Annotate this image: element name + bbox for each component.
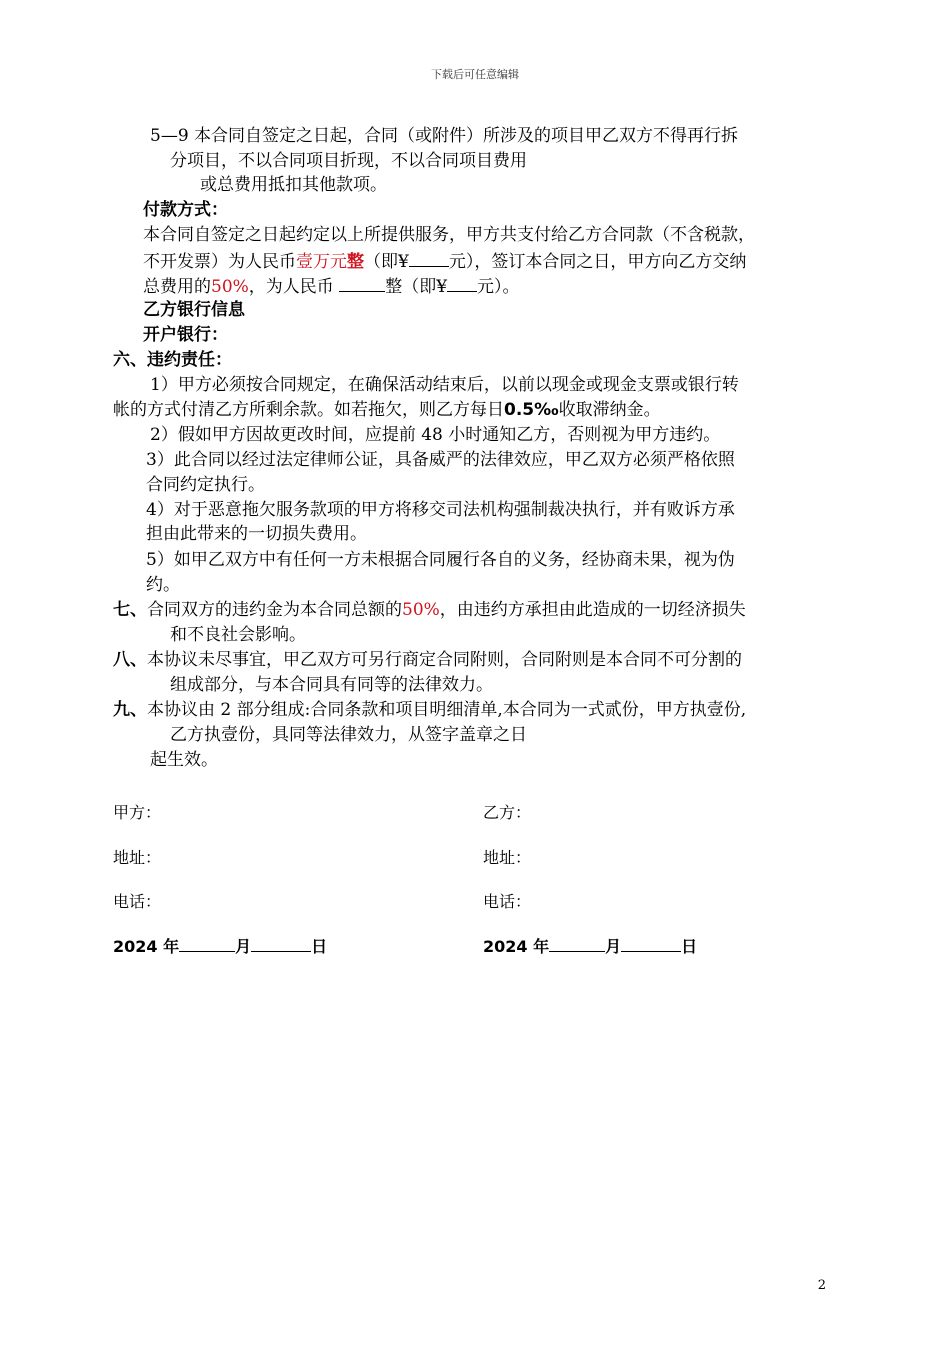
section6-item1-line1: 1）甲方必须按合同规定，在确保活动结束后，以前以现金或现金支票或银行转 — [150, 375, 739, 395]
party-a-address-label: 地址： — [113, 848, 162, 867]
party-b-date-day: 日 — [681, 937, 698, 956]
payment-amount-suffix: 整 — [347, 252, 364, 272]
party-a-date — [113, 933, 327, 957]
section6-item1-line2 — [113, 398, 661, 422]
section9-line1 — [113, 698, 746, 722]
section7-line1-a: 合同双方的违约金为本合同总额的 — [147, 600, 402, 620]
section9-line1-text: 本协议由 2 部分组成:合同条款和项目明细清单,本合同为一式贰份，甲方执壹份, — [147, 700, 747, 720]
payment-line2-a: 不开发票）为人民币 — [143, 252, 296, 272]
party-a-date-day: 日 — [311, 937, 328, 956]
payment-line2 — [143, 248, 746, 274]
section6-item3-line1: 3）此合同以经过法定律师公证，具备威严的法律效应，甲乙双方必须严格依照 — [146, 450, 735, 470]
payment-line3-b: ，为人民币 — [248, 277, 334, 297]
section6-item4-line1: 4）对于恶意拖欠服务款项的甲方将移交司法机构强制裁决执行，并有败诉方承 — [146, 500, 735, 520]
payment-heading: 付款方式： — [143, 200, 228, 220]
party-b-day-blank[interactable] — [621, 933, 681, 952]
section6-item5-line1: 5）如甲乙双方中有任何一方未根据合同履行各自的义务，经协商未果，视为伪 — [146, 550, 735, 570]
section7-label: 七、 — [113, 600, 147, 620]
clause-5-9-line3: 或总费用抵扣其他款项。 — [200, 175, 387, 195]
party-b-month-blank[interactable] — [549, 933, 605, 952]
payment-line2-b: （即¥ — [364, 252, 409, 272]
party-b-date-month: 月 — [605, 937, 622, 956]
clause-5-9-line1: 5—9 本合同自签定之日起，合同（或附件）所涉及的项目甲乙双方不得再行拆 — [150, 126, 739, 146]
section6-item4-line2: 担由此带来的一切损失费用。 — [146, 524, 367, 544]
section8-line2: 组成部分，与本合同具有同等的法律效力。 — [170, 675, 493, 695]
section7-line1 — [113, 598, 746, 622]
payment-line1: 本合同自签定之日起约定以上所提供服务，甲方共支付给乙方合同款（不含税款， — [143, 225, 755, 245]
party-b-phone-label: 电话： — [483, 892, 532, 911]
late-fee-rate: 0.5‰ — [504, 400, 559, 420]
page-number: 2 — [817, 1278, 826, 1293]
page-header: 下载后可任意编辑 — [431, 68, 519, 81]
section8-label: 八、 — [113, 650, 147, 670]
section8-line1-text: 本协议未尽事宜，甲乙双方可另行商定合同附则，合同附则是本合同不可分割的 — [147, 650, 742, 670]
party-a-month-blank[interactable] — [179, 933, 235, 952]
party-a-day-blank[interactable] — [251, 933, 311, 952]
party-a-date-year: 2024 年 — [113, 937, 180, 956]
section6-heading: 六、违约责任： — [113, 350, 232, 370]
payment-amount-blank[interactable] — [409, 248, 449, 267]
payment-deposit-blank[interactable] — [339, 273, 385, 292]
party-a-label: 甲方： — [113, 803, 162, 822]
section7-line1-b: ，由违约方承担由此造成的一切经济损失 — [439, 600, 746, 620]
party-a-date-month: 月 — [235, 937, 252, 956]
section9-line3: 起生效。 — [150, 750, 218, 770]
section6-item1-line2-a: 帐的方式付清乙方所剩余款。如若拖欠，则乙方每日 — [113, 400, 504, 420]
payment-line3-c: 整（即¥ — [385, 277, 448, 297]
section7-line2: 和不良社会影响。 — [170, 625, 306, 645]
payment-deposit-number-blank[interactable] — [447, 273, 477, 292]
section6-item3-line2: 合同约定执行。 — [146, 475, 265, 495]
section6-item2: 2）假如甲方因故更改时间，应提前 48 小时通知乙方，否则视为甲方违约。 — [150, 425, 721, 445]
party-b-label: 乙方： — [483, 803, 532, 822]
section9-label: 九、 — [113, 700, 147, 720]
section6-item1-line2-b: 收取滞纳金。 — [558, 400, 661, 420]
payment-line2-c: 元），签订本合同之日，甲方向乙方交纳 — [448, 252, 747, 272]
party-a-phone-label: 电话： — [113, 892, 162, 911]
clause-5-9-line2: 分项目，不以合同项目折现，不以合同项目费用 — [170, 151, 527, 171]
payment-line3 — [143, 273, 520, 299]
bank-info-heading: 乙方银行信息 — [143, 300, 245, 320]
payment-amount-text: 壹万元 — [296, 252, 347, 272]
bank-label: 开户银行： — [143, 325, 228, 345]
section8-line1 — [113, 648, 742, 672]
party-b-address-label: 地址： — [483, 848, 532, 867]
section6-item5-line2: 约。 — [146, 575, 180, 595]
section9-line2: 乙方执壹份，具同等法律效力，从签字盖章之日 — [170, 725, 527, 745]
penalty-percent: 50% — [402, 600, 440, 620]
party-b-date-year: 2024 年 — [483, 937, 550, 956]
payment-line3-d: 元）。 — [477, 277, 520, 297]
payment-deposit-percent: 50% — [211, 277, 249, 297]
party-b-date — [483, 933, 697, 957]
payment-line3-a: 总费用的 — [143, 277, 211, 297]
